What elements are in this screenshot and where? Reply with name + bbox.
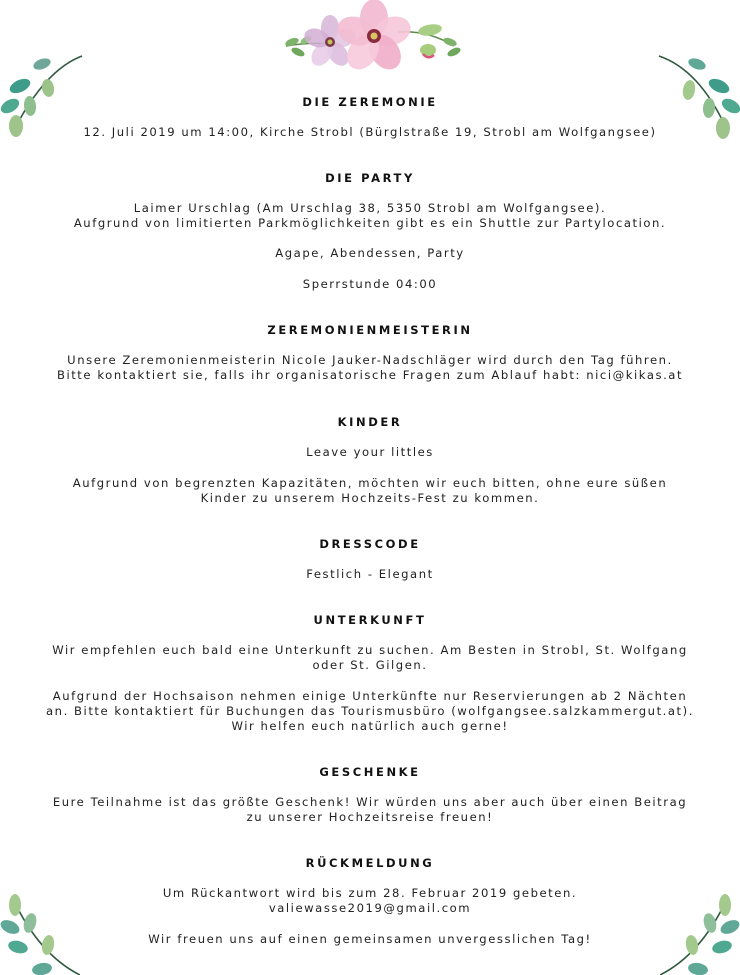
section-heading-party: DIE PARTY bbox=[325, 171, 415, 185]
kinder-text-line2: Kinder zu unserem Hochzeits-Fest zu kommen. bbox=[200, 491, 540, 505]
geschenke-line1: Eure Teilnahme ist das größte Geschenk! Wir würden uns aber auch über einen Beitrag bbox=[52, 795, 688, 809]
section-heading-kinder: KINDER bbox=[337, 415, 403, 429]
section-heading-rueckmeldung: RÜCKMELDUNG bbox=[305, 856, 435, 870]
party-address: Laimer Urschlag (Am Urschlag 38, 5350 Strobl am Wolfgangsee). bbox=[133, 201, 607, 215]
rueckmeldung-email: valiewasse2019@gmail.com bbox=[268, 901, 472, 915]
zeremonienmeisterin-intro: Unsere Zeremonienmeisterin Nicole Jauker-Nadschläger wird durch den Tag führen. bbox=[67, 353, 673, 367]
zeremonie-details: 12. Juli 2019 um 14:00, Kirche Strobl (Bürglstraße 19, Strobl am Wolfgangsee) bbox=[83, 125, 657, 139]
unterkunft-p2-line3: Wir helfen euch natürlich auch gerne! bbox=[231, 719, 509, 733]
section-heading-zeremonie: DIE ZEREMONIE bbox=[302, 95, 438, 109]
section-heading-dresscode: DRESSCODE bbox=[319, 537, 421, 551]
section-heading-unterkunft: UNTERKUNFT bbox=[313, 613, 427, 627]
rueckmeldung-deadline: Um Rückantwort wird bis zum 28. Februar 2019 gebeten. bbox=[162, 886, 578, 900]
unterkunft-p1-line2: oder St. Gilgen. bbox=[312, 658, 428, 672]
section-heading-zeremonienmeisterin: ZEREMONIENMEISTERIN bbox=[267, 323, 473, 337]
party-program: Agape, Abendessen, Party bbox=[275, 246, 465, 260]
kinder-text-line1: Aufgrund von begrenzten Kapazitäten, möchten wir euch bitten, ohne eure süßen bbox=[72, 476, 668, 490]
kinder-subtitle: Leave your littles bbox=[306, 445, 434, 459]
party-curfew: Sperrstunde 04:00 bbox=[302, 277, 438, 291]
party-parking-note: Aufgrund von limitierten Parkmöglichkeiten gibt es ein Shuttle zur Partylocation. bbox=[73, 216, 667, 230]
unterkunft-p2-line2: an. Bitte kontaktiert für Buchungen das Tourismusbüro (wolfgangsee.salzkammergut.at). bbox=[46, 704, 694, 718]
floral-bouquet-icon bbox=[278, 0, 462, 78]
rueckmeldung-closing: Wir freuen uns auf einen gemeinsamen unvergesslichen Tag! bbox=[148, 932, 592, 946]
geschenke-line2: zu unserer Hochzeitsreise freuen! bbox=[246, 810, 494, 824]
section-heading-geschenke: GESCHENKE bbox=[319, 765, 421, 779]
unterkunft-p1-line1: Wir empfehlen euch bald eine Unterkunft zu suchen. Am Besten in Strobl, St. Wolfgang bbox=[52, 643, 688, 657]
unterkunft-p2-line1: Aufgrund der Hochsaison nehmen einige Unterkünfte nur Reservierungen ab 2 Nächten bbox=[52, 689, 688, 703]
zeremonienmeisterin-contact: Bitte kontaktiert sie, falls ihr organisatorische Fragen zum Ablauf habt: nici@kikas.at bbox=[56, 368, 684, 382]
dresscode-value: Festlich - Elegant bbox=[306, 567, 434, 581]
